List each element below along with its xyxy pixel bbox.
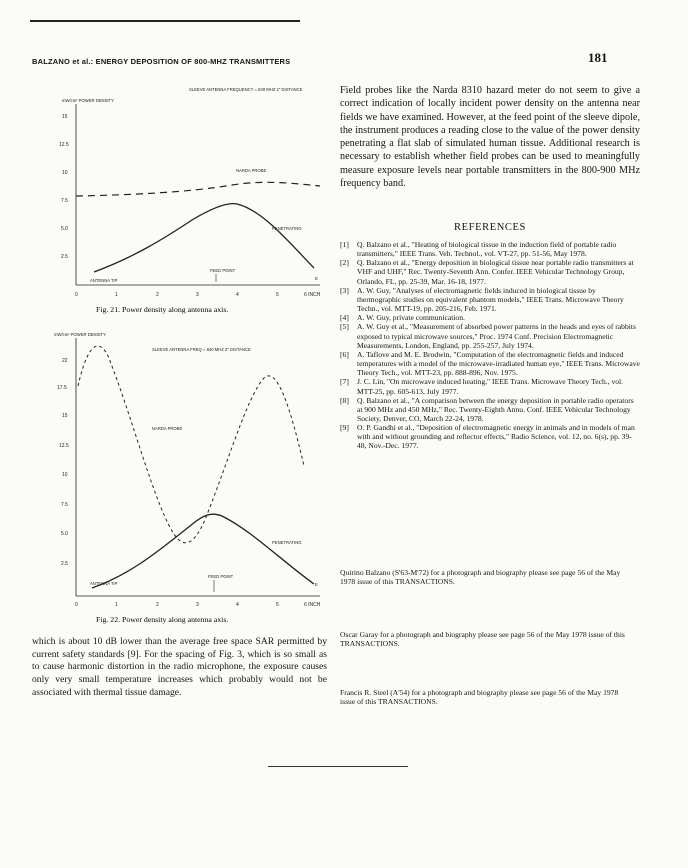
fig21-penetrating-label: PENETRATING bbox=[272, 226, 302, 231]
fig22-ylabel: mW/cm² POWER DENSITY bbox=[54, 332, 106, 337]
fig22-xtick: 5 bbox=[276, 602, 279, 608]
intro-paragraph: Field probes like the Narda 8310 hazard meter do not seem to give a correct indication of locally incident power density on the antenna near fields we have examined. However, at the feed point of the sleeve dipole, the instrument produces a reading close to the value of the power density penetrating a flat slab of simulated human tissue. Additional research is necessary to establish whether field probes can be used to meaningfully measure exposure levels near portable transmitters in the 800-900 MHz frequency band. bbox=[340, 85, 640, 190]
fig21-ytick: 10 bbox=[62, 170, 68, 176]
fig21-narda-curve bbox=[76, 182, 320, 196]
fig22-xtick: 4 bbox=[236, 602, 239, 608]
fig22-yticks bbox=[57, 358, 69, 567]
reference-item bbox=[340, 396, 640, 423]
fig21-xtick: 1 bbox=[115, 292, 118, 298]
reference-item bbox=[340, 377, 640, 395]
reference-number: [7] bbox=[340, 377, 349, 387]
fig22-xtick: 0 bbox=[75, 602, 78, 608]
figure-22 bbox=[32, 326, 332, 626]
fig21-end-label: E bbox=[315, 276, 318, 281]
reference-text: Q. Balzano et al., "A comparison between the energy deposition in portable radio operators at 900 MHz and 450 MHz," Rec. Twenty-Eighth Annu. Conf. IEEE Vehicular Technology Society, Denver, CO, March 22-24, 1978. bbox=[357, 395, 634, 423]
bio-steel: Francis R. Steel (A'54) for a photograph and biography please see page 56 of the May 1978 issue of this TRANSACTIONS. bbox=[340, 688, 619, 707]
fig22-note: SLEEVE ANTENNA FREQ = 840 MHZ 2" DISTANCE bbox=[152, 347, 251, 352]
reference-text: A. W. Guy, "Analyses of electromagnetic fields induced in biological tissue by thermographic studies on equivalent phantom models," IEEE Trans. Microwave Theory Techn., vol. MTT-19, pp. 205-216, Feb. 1971. bbox=[357, 285, 624, 314]
page-number: 181 bbox=[588, 50, 608, 65]
reference-text: Q. Balzano et al., "Energy deposition in biological tissue near portable radio transmitters at VHF and UHF," Rec. Twenty-Seventh Ann. Confer. IEEE Vehicular Technology Group, Orlando, FL, pp. 25-39, Mar. 16-18, 1977. bbox=[357, 258, 634, 286]
fig22-ytick: 10 bbox=[62, 472, 68, 478]
reference-item bbox=[340, 258, 640, 285]
references-list bbox=[340, 240, 640, 451]
reference-number: [5] bbox=[340, 322, 349, 332]
reference-number: [9] bbox=[340, 423, 349, 433]
fig21-xtick: 5 bbox=[276, 292, 279, 298]
left-body-paragraph: which is about 10 dB lower than the average free space SAR permitted by current safety standards [9]. For the spacing of Fig. 3, which is so small as to cause harmonic distortion in the radio microphone, the exposure causes only very small temperature increases which probably would not be associated with thermal tissue damage. bbox=[32, 636, 327, 698]
reference-text: A. W. Guy et al., "Measurement of absorbed power patterns in the heads and eyes of rabbits exposed to typical microwave sources," Proc. 1974 Conf. Precision Electromagnetic Measurements, London, England, pp. 255-257, July 1974. bbox=[357, 322, 636, 350]
figure-21 bbox=[32, 80, 332, 320]
reference-text: Q. Balzano et al., "Heating of biological tissue in the induction field of portable radio transmitters," IEEE Trans. Veh. Technol., vol. VT-27, pp. 51-56, May 1978. bbox=[357, 240, 617, 259]
bio-garay: Oscar Garay for a photograph and biography please see page 56 of the May 1978 issue of this TRANSACTIONS. bbox=[340, 630, 625, 649]
fig22-ytick: 22 bbox=[62, 358, 68, 364]
fig21-ytick: 12.5 bbox=[59, 142, 69, 148]
reference-number: [6] bbox=[340, 349, 349, 359]
running-header: BALZANO et al.: ENERGY DEPOSITION OF 800-MHZ TRANSMITTERS bbox=[32, 57, 291, 66]
fig21-xtick: 4 bbox=[236, 292, 239, 298]
fig21-ytick: 15 bbox=[62, 114, 68, 120]
fig22-feed-label: FEED POINT bbox=[208, 574, 234, 579]
fig21-yticks bbox=[59, 114, 69, 260]
fig21-ytick: 2.5 bbox=[61, 254, 68, 260]
fig22-ytick: 17.5 bbox=[57, 385, 67, 391]
fig22-caption: Fig. 22. Power density along antenna axis. bbox=[96, 615, 229, 624]
reference-item bbox=[340, 350, 640, 377]
reference-item bbox=[340, 286, 640, 313]
fig21-tip-label: ANTENNA TIP bbox=[90, 278, 118, 283]
fig21-probe-label: NARDA PROBE bbox=[236, 168, 267, 173]
fig22-xticks bbox=[75, 602, 321, 608]
fig22-ytick: 5.0 bbox=[61, 531, 68, 537]
fig22-penetrating-label: PENETRATING bbox=[272, 540, 302, 545]
reference-text: A. W. Guy, private communication. bbox=[357, 313, 465, 323]
fig21-penetrating-curve bbox=[94, 204, 314, 272]
fig22-ytick: 7.5 bbox=[61, 502, 68, 508]
bio-balzano: Quirino Balzano (S'63-M'72) for a photograph and biography please see page 56 of the May 1978 issue of this TRANSACTIONS. bbox=[340, 568, 621, 587]
fig22-penetrating-curve bbox=[92, 514, 314, 588]
bottom-rule bbox=[268, 766, 408, 767]
references-title: REFERENCES bbox=[454, 222, 526, 233]
fig22-xtick: 6 INCH bbox=[304, 602, 321, 608]
fig21-xtick: 2 bbox=[156, 292, 159, 298]
fig21-note: SLEEVE ANTENNA FREQUENCY = 840 MHZ 2" DISTANCE bbox=[189, 87, 303, 92]
reference-text: A. Taflove and M. E. Brodwin, "Computation of the electromagnetic fields and induced temperatures with a model of the microwave-irradiated human eye," IEEE Trans. Microwave Theory Tech., vol. MTT-23, pp. 888-896, Nov. 1975. bbox=[357, 349, 640, 378]
reference-number: [3] bbox=[340, 285, 349, 295]
fig22-probe-label: NARDA PROBE bbox=[152, 426, 183, 431]
fig22-end-label: E bbox=[315, 582, 318, 587]
fig22-xtick: 3 bbox=[196, 602, 199, 608]
reference-number: [8] bbox=[340, 395, 349, 405]
reference-item bbox=[340, 423, 640, 450]
fig22-narda-curve bbox=[78, 346, 304, 543]
fig22-tip-label: ANTENNA TIP bbox=[90, 581, 118, 586]
fig21-ylabel: mW/cm² POWER DENSITY bbox=[62, 98, 114, 103]
fig21-xticks bbox=[75, 292, 321, 298]
fig22-ytick: 2.5 bbox=[61, 561, 68, 567]
fig21-ytick: 7.5 bbox=[61, 198, 68, 204]
reference-item bbox=[340, 313, 640, 322]
fig21-xtick: 6 INCH bbox=[304, 292, 321, 298]
fig21-xtick: 3 bbox=[196, 292, 199, 298]
fig22-xtick: 2 bbox=[156, 602, 159, 608]
reference-text: O. P. Gandhi et al., "Deposition of electromagnetic energy in animals and in models of man with and without grounding and reflector effects," Radio Science, vol. 12, no. 6(s), pp. 39-48, Nov.-Dec. 1977. bbox=[357, 423, 635, 451]
reference-item bbox=[340, 322, 640, 349]
reference-number: [4] bbox=[340, 313, 349, 323]
fig21-feed-label: FEED POINT bbox=[210, 268, 236, 273]
reference-text: J. C. Lin, "On microwave induced heating," IEEE Trans. Microwave Theory Tech., vol. MTT-25, pp. 605-613, July 1977. bbox=[357, 377, 624, 396]
reference-item bbox=[340, 240, 640, 258]
fig22-ytick: 12.5 bbox=[59, 443, 69, 449]
fig21-xtick: 0 bbox=[75, 292, 78, 298]
reference-number: [2] bbox=[340, 258, 349, 268]
fig22-ytick: 15 bbox=[62, 413, 68, 419]
reference-number: [1] bbox=[340, 240, 349, 249]
fig21-ytick: 5.0 bbox=[61, 226, 68, 232]
top-rule bbox=[30, 20, 300, 22]
fig22-xtick: 1 bbox=[115, 602, 118, 608]
fig21-caption: Fig. 21. Power density along antenna axis. bbox=[96, 305, 229, 314]
